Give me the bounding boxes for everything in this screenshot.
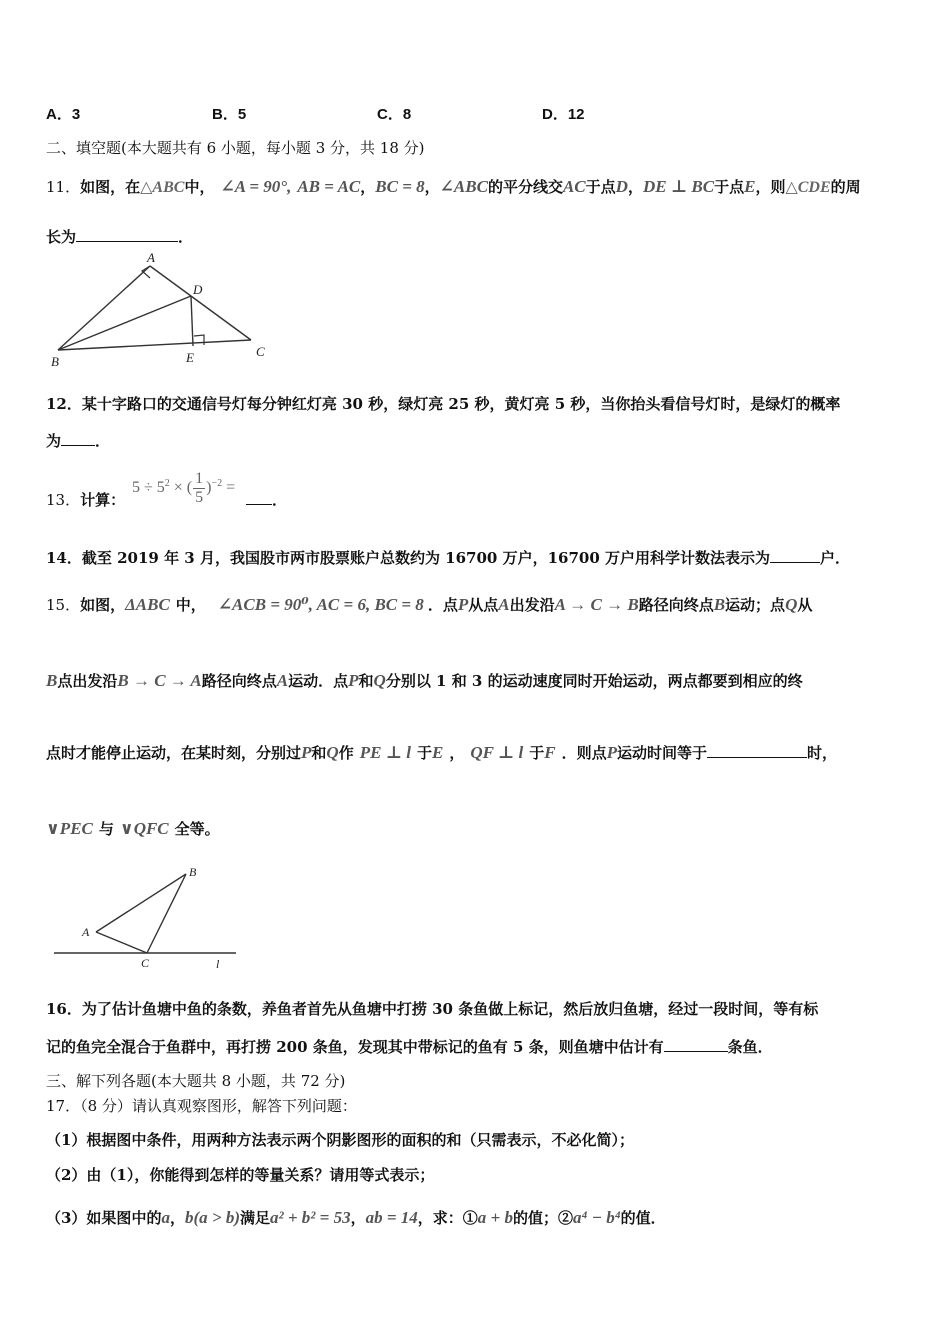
math-a-plus-b: a + b [477,1208,513,1227]
math-a: A [498,595,510,614]
text: 的值． [620,1209,666,1227]
text: 点时才能停止运动，在某时刻，分别过 [46,744,302,762]
math-path-acb: A → C → B [554,595,639,614]
edge-ab [96,874,186,932]
text: ，求：① [417,1209,478,1227]
expr-part: × ( [169,479,193,497]
text: 和 [311,744,327,762]
text: 于点 [714,178,745,196]
edge-ac [150,266,251,340]
question-number: 13． [46,491,81,509]
text: 计算： [80,491,126,509]
option-b: B．5 [212,106,247,123]
text: （3）如果图中的 [46,1209,162,1227]
math-p: P [457,595,469,614]
math-b: B [46,671,58,690]
math-ab-product: ab = 14 [365,1208,418,1227]
math-p: P [606,743,617,762]
question-15-line1 [46,594,812,615]
option-a: A．3 [46,106,81,123]
option-d: D．12 [542,106,585,123]
text: 14．截至 2019 年 3 月，我国股市两市股票账户总数约为 16700 万户，16700 万户用科学计数法表示为 [46,549,770,567]
text: 出发沿 [509,596,555,614]
math-e: E [744,177,756,196]
text: 的平分线交 [487,178,563,196]
text: 满足 [239,1209,270,1227]
text: ， [449,744,465,762]
section-heading-fill-blank: 二、填空题(本大题共有 6 小题，每小题 3 分，共 18 分) [46,139,425,157]
question-17-part1: （1）根据图中条件，用两种方法表示两个阴影图形的面积的和（只需表示，不必化简）； [46,1131,634,1149]
text: ．点 [427,596,458,614]
text: 的周 [830,178,861,196]
question-number: 11． [46,178,81,196]
section-heading-solve: 三、解下列各题(本大题共 8 小题，共 72 分) [46,1072,346,1090]
text: ， [360,178,376,196]
text: 如图， [80,596,126,614]
expr-part: = [222,479,236,497]
question-12-line2 [46,430,110,451]
answer-blank [246,490,272,505]
math-qf-perp-l: QF ⊥ l [470,743,524,762]
text: 为 [46,432,62,450]
question-13-answer [246,489,287,510]
math-triangle-cde: △CDE [785,179,831,196]
text: 中， [184,178,215,196]
math-q: Q [785,595,798,614]
math-f: F [544,743,556,762]
text: 全等。 [174,820,220,838]
text: 运动时间等于 [616,744,707,762]
question-17-line1: 17．（8 分）请认真观察图形，解答下列问题： [46,1097,357,1115]
math-pec: ∨PEC [46,819,93,838]
text: 记的鱼完全混合于鱼群中，再打捞 200 条鱼，发现其中带标记的鱼有 5 条，则鱼塘中估计有 [46,1038,664,1056]
answer-blank [61,431,95,446]
text: ． [95,432,111,450]
question-13-label [46,489,125,510]
text: ， [627,178,643,196]
text: 作 [338,744,354,762]
question-15-line4 [46,818,220,839]
text: 于 [416,744,432,762]
math-e: E [432,743,444,762]
math-triangle-abc: ΔABC [125,595,170,614]
bisector-bd [58,296,191,350]
text: 于点 [585,178,616,196]
math-de-perp-bc: DE ⊥ BC [642,177,715,196]
text: ， [350,1209,366,1227]
math-p: P [348,671,359,690]
label-c: C [256,344,265,359]
math-q: Q [373,671,386,690]
text: 和 [358,672,374,690]
text: 于 [529,744,545,762]
label-c: C [141,956,150,970]
exponent: 2 [164,477,170,489]
label-l: l [216,957,220,971]
text: ．则点 [561,744,607,762]
label-b: B [189,865,197,879]
text: 户． [820,549,851,567]
math-a4-minus-b4: a⁴ − b⁴ [573,1208,621,1227]
math-a: a [161,1208,170,1227]
text: 与 [98,820,114,838]
edge-ba [58,266,150,350]
text: ． [272,491,288,509]
math-expression [132,470,235,507]
answer-blank [76,227,178,242]
math-sum-squares: a² + b² = 53 [270,1208,351,1227]
math-b: B [713,595,726,614]
text: ，则 [755,178,786,196]
question-16-line2 [46,1036,773,1057]
option-c: C．8 [377,106,412,123]
math-qfc: ∨QFC [119,819,169,838]
text: 路径向终点 [638,596,714,614]
label-a: A [82,925,90,939]
question-15-line3 [46,742,837,763]
perpendicular-de [191,296,193,346]
answer-blank [770,548,820,563]
text: 如图，在 [80,178,141,196]
math-a: A [276,671,289,690]
question-17-part2: （2）由（1），你能得到怎样的等量关系？请用等式表示； [46,1166,435,1184]
question-number: 15． [46,596,81,614]
text: 的值；② [512,1209,573,1227]
question-11-line1 [46,176,861,197]
question-15-line2 [46,670,803,691]
exponent: −2 [211,477,223,489]
label-b: B [51,354,59,369]
text: 从 [797,596,813,614]
math-d: D [615,177,628,196]
answer-blank [707,743,807,758]
fraction [193,470,205,507]
text: 分别以 1 和 3 的运动速度同时开始运动，两点都要到相应的终 [385,672,803,690]
text: 路径向终点 [201,672,277,690]
expr-part: 5 ÷ 5 [132,479,165,497]
math-q: Q [326,743,339,762]
math-bc-8: BC = 8 [375,177,425,196]
math-b-condition: b(a > b) [184,1208,240,1227]
figure-triangle-abc [46,250,286,370]
label-d: D [193,282,203,297]
math-conditions: ∠ACB = 90⁰, AC = 6, BC = 8 [217,595,424,614]
figure-triangle-line-l [46,862,256,974]
math-pe-perp-l: PE ⊥ l [359,743,411,762]
denominator: 5 [195,489,204,506]
text: 中， [175,596,206,614]
expr-part: ) [206,479,212,497]
question-17-part3 [46,1207,666,1228]
text: ． [178,228,194,246]
edge-ac [96,932,147,953]
label-e: E [186,350,194,365]
text: ， [424,178,440,196]
question-14 [46,547,850,568]
question-11-line2 [46,226,193,247]
text: 从点 [468,596,499,614]
question-16-line1: 16．为了估计鱼塘中鱼的条数，养鱼者首先从鱼塘中打捞 30 条鱼做上标记，然后放归鱼塘，经过一段时间，等有标 [46,1000,819,1018]
text: ， [169,1209,185,1227]
math-p: P [301,743,312,762]
numerator: 1 [195,470,204,487]
text: 点出发沿 [57,672,118,690]
math-angle-a: ∠A = 90°, [220,177,292,196]
question-12-line1: 12．某十字路口的交通信号灯每分钟红灯亮 30 秒，绿灯亮 25 秒，黄灯亮 5 秒，当你抬头看信号灯时，是绿灯的概率 [46,395,841,413]
text: 运动；点 [725,596,786,614]
label-a: A [147,250,155,265]
text: 运动．点 [288,672,349,690]
math-path-bca: B → C → A [117,671,202,690]
math-ab-ac: AB = AC [297,177,361,196]
answer-blank [664,1037,728,1052]
text: 时， [807,744,838,762]
math-triangle-abc: △ABC [140,179,185,196]
math-ac: AC [562,177,586,196]
text: 长为 [46,228,77,246]
text: 条鱼． [727,1038,773,1056]
edge-bc [58,340,251,350]
math-angle-abc: ∠ABC [439,177,488,196]
